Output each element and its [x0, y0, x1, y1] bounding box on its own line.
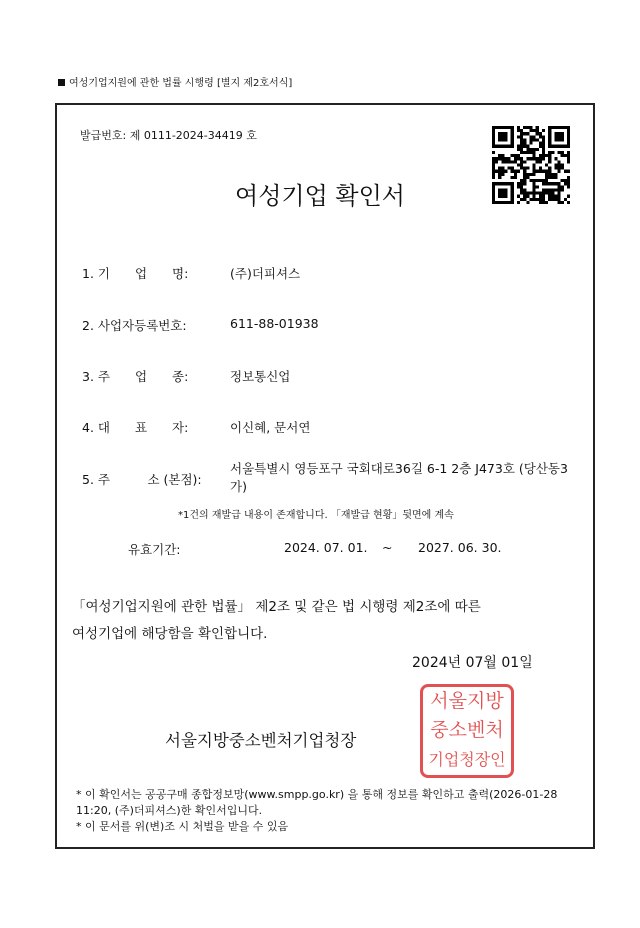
field-value-industry: 정보통신업 — [230, 369, 291, 384]
issue-number: 발급번호: 제 0111-2024-34419 호 — [80, 129, 257, 142]
field-label-address: 5. 주 소 (본점): — [82, 472, 202, 487]
validity-separator: ~ — [382, 540, 393, 555]
issue-date: 2024년 07월 01일 — [412, 655, 533, 671]
field-label-bizno: 2. 사업자등록번호: — [82, 318, 187, 333]
document-title: 여성기업 확인서 — [235, 182, 405, 210]
footnote: * 이 확인서는 공공구매 종합정보망(www.smpp.go.kr) 을 통해 정보를 확인하고 출력(2026-01-28 — [76, 788, 558, 801]
field-value-address-cont: 가) — [230, 479, 247, 494]
validity-label: 유효기간: — [128, 542, 181, 557]
seal-line: 중소벤처 — [430, 719, 504, 741]
field-value-company: (주)더피셔스 — [230, 266, 301, 281]
reissue-note: *1건의 재발급 내용이 존재합니다. 「재발급 현황」뒷면에 계속 — [178, 510, 454, 521]
official-seal — [420, 684, 514, 778]
form-reference-text: 여성기업지원에 관한 법률 시행령 [별지 제2호서식] — [69, 78, 293, 89]
field-value-address: 서울특별시 영등포구 국회대로36길 6-1 2층 J473호 (당산동3 — [230, 461, 568, 476]
field-label-company: 1. 기 업 명: — [82, 266, 189, 281]
validity-start: 2024. 07. 01. — [284, 540, 368, 555]
footnote: 11:20, (주)더피셔스)한 확인서입니다. — [76, 804, 263, 817]
issuer-name: 서울지방중소벤처기업청장 — [165, 731, 357, 750]
seal-line: 서울지방 — [430, 690, 504, 712]
square-bullet-icon — [58, 79, 65, 86]
confirmation-statement — [72, 594, 572, 648]
field-value-bizno: 611-88-01938 — [230, 316, 319, 331]
footnote: * 이 문서를 위(변)조 시 처벌을 받을 수 있음 — [76, 820, 289, 833]
seal-line: 기업청장인 — [428, 750, 506, 769]
statement-line: 여성기업에 해당함을 확인합니다. — [72, 626, 268, 642]
field-label-representative: 4. 대 표 자: — [82, 420, 189, 435]
form-reference — [58, 74, 292, 89]
validity-end: 2027. 06. 30. — [418, 540, 502, 555]
statement-line: 「여성기업지원에 관한 법률」 제2조 및 같은 법 시행령 제2조에 따른 — [72, 599, 481, 615]
field-label-industry: 3. 주 업 종: — [82, 369, 189, 384]
field-value-representative: 이신혜, 문서연 — [230, 420, 311, 435]
